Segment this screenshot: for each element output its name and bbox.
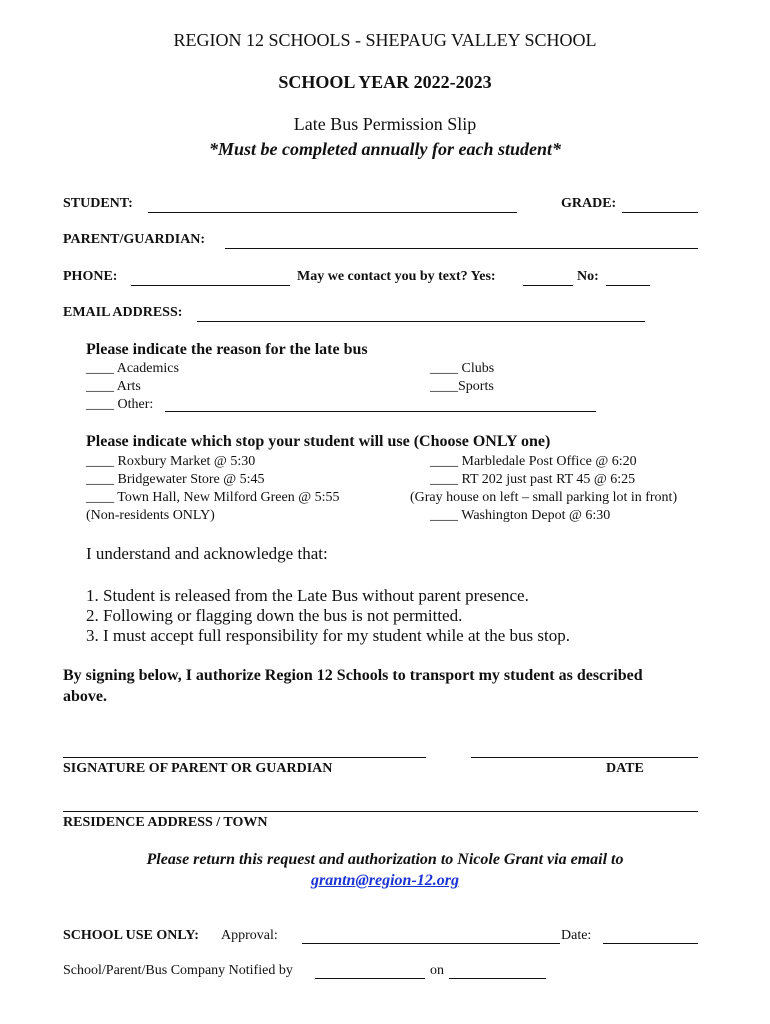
form-note: *Must be completed annually for each student* — [208, 139, 561, 159]
reason-arts[interactable]: ____ Arts — [86, 379, 141, 394]
student-field[interactable] — [148, 212, 517, 213]
reason-other[interactable]: ____ Other: — [86, 397, 154, 412]
reason-sports[interactable]: ____Sports — [430, 379, 494, 394]
stop-non-residents-note: (Non-residents ONLY) — [86, 508, 215, 523]
grade-field[interactable] — [622, 212, 698, 213]
form-title: Late Bus Permission Slip — [293, 114, 477, 134]
acknowledge-item: 2. Following or flagging down the bus is not permitted. — [86, 606, 463, 625]
parent-label: PARENT/GUARDIAN: — [63, 232, 206, 247]
stop-town-hall[interactable]: ____ Town Hall, New Milford Green @ 5:55 — [86, 490, 340, 505]
school-year: SCHOOL YEAR 2022-2023 — [278, 72, 492, 92]
return-note: Please return this request and authorization to Nicole Grant via email to — [146, 851, 624, 868]
notified-by-field[interactable] — [315, 978, 425, 979]
district-title: REGION 12 SCHOOLS - SHEPAUG VALLEY SCHOOL — [173, 30, 597, 50]
phone-label: PHONE: — [63, 269, 118, 284]
text-yes-field[interactable] — [523, 285, 573, 286]
acknowledge-item: 1. Student is released from the Late Bus without parent presence. — [86, 586, 529, 605]
reason-heading: Please indicate the reason for the late bus — [86, 341, 368, 358]
text-question: May we contact you by text? Yes: — [297, 269, 496, 284]
approval-label: Approval: — [221, 928, 278, 943]
grade-label: GRADE: — [561, 196, 617, 211]
signature-field[interactable] — [63, 757, 426, 758]
school-use-date-label: Date: — [561, 928, 592, 943]
notified-on-label: on — [430, 963, 444, 978]
stops-heading: Please indicate which stop your student will use (Choose ONLY one) — [86, 433, 551, 450]
stop-washington[interactable]: ____ Washington Depot @ 6:30 — [430, 508, 611, 523]
stop-gray-house-note: (Gray house on left – small parking lot in front) — [410, 490, 678, 505]
approval-field[interactable] — [302, 943, 560, 944]
email-field[interactable] — [197, 321, 645, 322]
reason-academics[interactable]: ____ Academics — [86, 361, 179, 376]
reason-clubs[interactable]: ____ Clubs — [430, 361, 495, 376]
parent-field[interactable] — [225, 248, 698, 249]
address-field[interactable] — [63, 811, 698, 812]
address-label: RESIDENCE ADDRESS / TOWN — [63, 815, 268, 830]
acknowledge-item: 3. I must accept full responsibility for my student while at the bus stop. — [86, 626, 570, 645]
notified-label: School/Parent/Bus Company Notified by — [63, 963, 293, 978]
authorization-line-2: above. — [63, 688, 107, 705]
stop-roxbury[interactable]: ____ Roxbury Market @ 5:30 — [86, 454, 256, 469]
school-use-date-field[interactable] — [603, 943, 698, 944]
stop-rt202[interactable]: ____ RT 202 just past RT 45 @ 6:25 — [430, 472, 636, 487]
reason-other-field[interactable] — [165, 411, 596, 412]
stop-bridgewater[interactable]: ____ Bridgewater Store @ 5:45 — [86, 472, 265, 487]
date-field[interactable] — [471, 757, 698, 758]
email-label: EMAIL ADDRESS: — [63, 305, 183, 320]
return-email-link[interactable]: grantn@region-12.org — [310, 872, 459, 889]
notified-on-field[interactable] — [449, 978, 546, 979]
student-label: STUDENT: — [63, 196, 133, 211]
text-no-label: No: — [577, 269, 599, 284]
text-no-field[interactable] — [606, 285, 650, 286]
phone-field[interactable] — [131, 285, 290, 286]
authorization-line-1: By signing below, I authorize Region 12 Schools to transport my student as described — [63, 667, 643, 684]
signature-label: SIGNATURE OF PARENT OR GUARDIAN — [63, 761, 333, 776]
school-use-label: SCHOOL USE ONLY: — [63, 928, 199, 943]
date-label: DATE — [606, 761, 644, 776]
acknowledge-intro: I understand and acknowledge that: — [86, 544, 328, 563]
stop-marbledale[interactable]: ____ Marbledale Post Office @ 6:20 — [430, 454, 637, 469]
